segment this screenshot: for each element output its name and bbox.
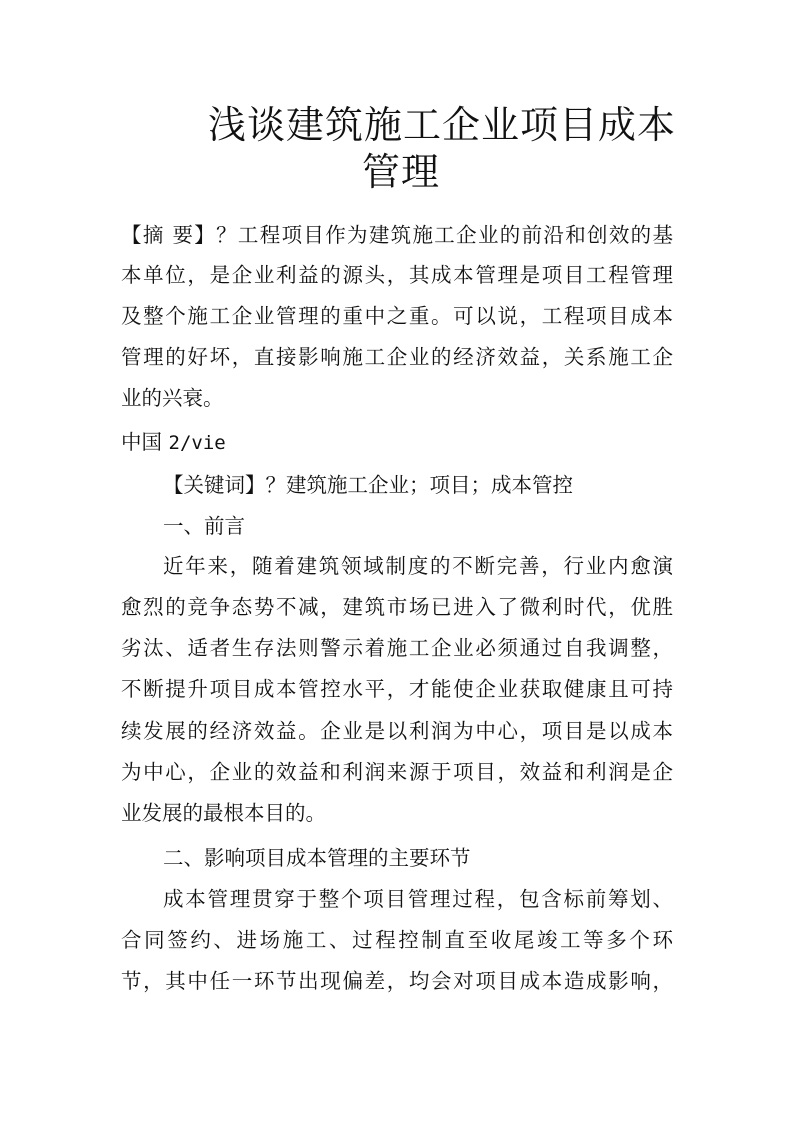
section1-line-4: 不断提升项目成本管控水平，才能使企业获取健康且可持 bbox=[121, 677, 673, 701]
title-line-1: 浅谈建筑施工企业项目成本 bbox=[208, 103, 677, 147]
abstract-line-5: 业的兴衰。 bbox=[121, 386, 224, 410]
section1-line-3: 劣汰、适者生存法则警示着施工企业必须通过自我调整， bbox=[121, 636, 673, 660]
section1-heading: 一、前言 bbox=[163, 514, 245, 538]
section2-line-3: 节，其中任一环节出现偏差，均会对项目成本造成影响， bbox=[121, 969, 673, 993]
title-line-2: 管理 bbox=[362, 150, 441, 194]
section1-line-2: 愈烈的竞争态势不减，建筑市场已进入了微利时代，优胜 bbox=[121, 595, 673, 619]
classification-line bbox=[121, 429, 226, 456]
section2-line-1: 成本管理贯穿于整个项目管理过程，包含标前筹划、 bbox=[163, 887, 673, 911]
classification-prefix: 中国 bbox=[121, 430, 169, 454]
section2-line-2: 合同签约、进场施工、过程控制直至收尾竣工等多个环 bbox=[121, 928, 673, 952]
section1-line-5: 续发展的经济效益。企业是以利润为中心，项目是以成本 bbox=[121, 719, 673, 743]
abstract-line-2: 本单位，是企业利益的源头，其成本管理是项目工程管理 bbox=[121, 263, 673, 287]
abstract-line-3: 及整个施工企业管理的重中之重。可以说，工程项目成本 bbox=[121, 304, 673, 328]
section1-line-1: 近年来，随着建筑领域制度的不断完善，行业内愈演 bbox=[163, 554, 673, 578]
section2-heading: 二、影响项目成本管理的主要环节 bbox=[163, 846, 471, 870]
keywords-line: 【关键词】？建筑施工企业；项目；成本管控 bbox=[163, 473, 573, 497]
abstract-line-4: 管理的好坏，直接影响施工企业的经济效益，关系施工企 bbox=[121, 345, 673, 369]
abstract-line-1: 【摘 要】？工程项目作为建筑施工企业的前沿和创效的基 bbox=[121, 223, 673, 247]
section1-line-7: 业发展的最根本目的。 bbox=[121, 801, 326, 825]
classification-code: 2/vie bbox=[168, 432, 226, 454]
section1-line-6: 为中心，企业的效益和利润来源于项目，效益和利润是企 bbox=[121, 760, 673, 784]
